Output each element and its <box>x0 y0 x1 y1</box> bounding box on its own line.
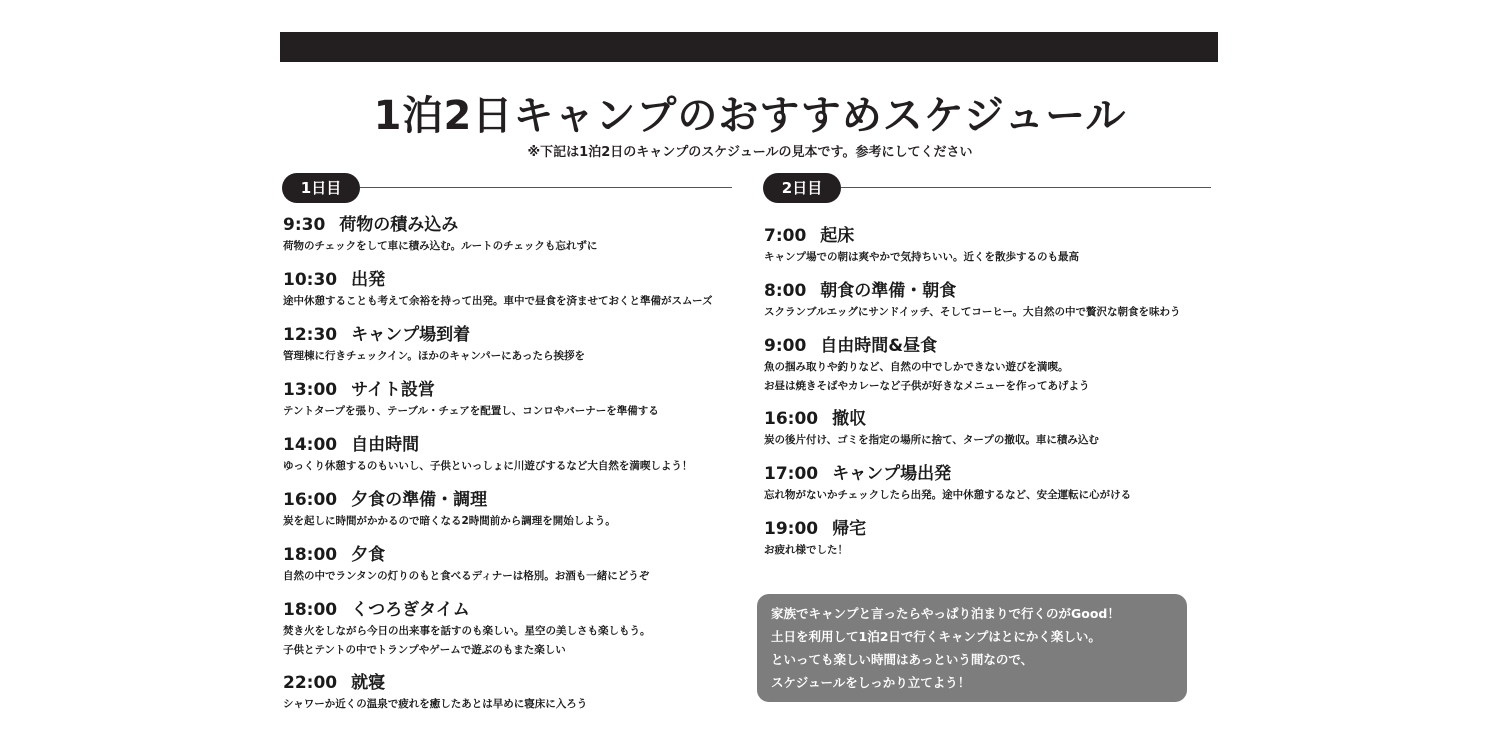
schedule-entry <box>764 280 1181 321</box>
day1-divider <box>360 187 732 188</box>
entry-title: 朝食の準備・朝食 <box>820 281 957 301</box>
entry-time: 18:00 <box>283 545 338 565</box>
entry-title: 夕食 <box>351 545 386 565</box>
schedule-entry <box>283 434 692 475</box>
entry-time: 10:30 <box>283 270 338 290</box>
entry-description: 自然の中でランタンの灯りのもと食べるディナーは格別。お酒も一緒にどうぞ <box>283 570 650 582</box>
note-line: 土日を利用して1泊2日で行くキャンプはとにかく楽しい。 <box>771 629 1101 644</box>
entry-heading <box>764 463 1131 485</box>
day2-label: 2日目 <box>763 173 841 203</box>
entry-description: 焚き火をしながら今日の出来事を話すのも楽しい。星空の美しさも楽しもう。 <box>283 625 651 637</box>
entry-description: シャワーか近くの温泉で疲れを癒したあとは早めに寝床に入ろう <box>283 698 588 710</box>
schedule-entry <box>764 335 1090 395</box>
note-line: スケジュールをしっかり立てよう！ <box>771 675 971 690</box>
entry-heading <box>283 434 692 456</box>
page-title: 1泊2日キャンプのおすすめスケジュール <box>373 93 1127 139</box>
page-subtitle: ※下記は1泊2日のキャンプのスケジュールの見本です。参考にしてください <box>527 145 973 160</box>
schedule-entry <box>283 214 597 255</box>
entry-description: お疲れ様でした！ <box>764 544 848 556</box>
schedule-entry <box>283 672 587 713</box>
entry-title: 自由時間 <box>351 435 420 455</box>
entry-description: 管理棟に行きチェックイン。ほかのキャンパーにあったら挨拶を <box>283 350 585 362</box>
entry-description: スクランブルエッグにサンドイッチ、そしてコーヒー。大自然の中で贅沢な朝食を味わう <box>764 306 1181 318</box>
entry-title: サイト設営 <box>351 380 435 400</box>
note-line: といっても楽しい時間はあっという間なので、 <box>771 652 1034 667</box>
entry-title: キャンプ場出発 <box>832 464 952 484</box>
entry-title: くつろぎタイム <box>351 600 470 620</box>
entry-title: 撤収 <box>832 409 867 429</box>
entry-time: 17:00 <box>764 464 819 484</box>
entry-description: 忘れ物がないかチェックしたら出発。途中休憩するなど、安全運転に心がける <box>764 489 1132 501</box>
entry-title: 出発 <box>351 270 386 290</box>
entry-time: 18:00 <box>283 600 338 620</box>
entry-heading <box>764 408 1099 430</box>
day2-header <box>763 173 1211 203</box>
schedule-entry <box>283 544 649 585</box>
top-banner-bar <box>280 32 1218 62</box>
entry-time: 16:00 <box>283 490 338 510</box>
entry-description: お昼は焼きそばやカレーなど子供が好きなメニューを作ってあげよう <box>764 380 1090 392</box>
entry-heading <box>283 269 712 291</box>
schedule-entry <box>283 379 659 420</box>
schedule-entry <box>764 463 1131 504</box>
entry-time: 7:00 <box>764 226 807 246</box>
entry-description: 炭の後片付け、ゴミを指定の場所に捨て、タープの撤収。車に積み込む <box>764 434 1099 446</box>
entry-heading <box>283 214 597 236</box>
entry-description: テントタープを張り、テーブル・チェアを配置し、コンロやバーナーを準備する <box>283 405 659 417</box>
advice-note-box <box>757 594 1187 702</box>
entry-description: 荷物のチェックをして車に積み込む。ルートのチェックも忘れずに <box>283 240 598 252</box>
entry-title: 帰宅 <box>832 519 867 539</box>
entry-heading <box>283 599 651 621</box>
entry-description: 炭を起しに時間がかかるので暗くなる2時間前から調理を開始しよう。 <box>283 515 616 527</box>
entry-description: 途中休憩することも考えて余裕を持って出発。車中で昼食を済ませておくと準備がスムーズ <box>283 295 713 307</box>
entry-heading <box>283 672 587 694</box>
entry-title: 荷物の積み込み <box>339 215 459 235</box>
schedule-entry <box>764 225 1079 266</box>
entry-time: 9:00 <box>764 336 807 356</box>
entry-time: 9:30 <box>283 215 326 235</box>
entry-heading <box>283 324 585 346</box>
entry-description: 魚の掴み取りや釣りなど、自然の中でしかできない遊びを満喫。 <box>764 361 1069 373</box>
schedule-entry <box>283 324 585 365</box>
entry-title: 起床 <box>820 226 855 246</box>
entry-heading <box>283 489 616 511</box>
entry-time: 14:00 <box>283 435 338 455</box>
entry-heading <box>764 335 1090 357</box>
entry-time: 19:00 <box>764 519 819 539</box>
entry-heading <box>764 225 1079 247</box>
entry-time: 13:00 <box>283 380 338 400</box>
entry-description: 子供とテントの中でトランプやゲームで遊ぶのもまた楽しい <box>283 644 566 656</box>
entry-title: 夕食の準備・調理 <box>351 490 488 510</box>
entry-heading <box>283 379 659 401</box>
schedule-entry <box>283 489 616 530</box>
day1-header <box>282 173 732 203</box>
entry-title: 就寝 <box>351 673 386 693</box>
entry-time: 22:00 <box>283 673 338 693</box>
entry-heading <box>764 280 1181 302</box>
schedule-entry <box>283 599 651 659</box>
note-line: 家族でキャンプと言ったらやっぱり泊まりで行くのがGood！ <box>771 606 1120 621</box>
entry-description: ゆっくり休憩するのもいいし、子供といっしょに川遊びするなど大自然を満喫しよう！ <box>283 460 693 472</box>
entry-description: キャンプ場での朝は爽やかで気持ちいい。近くを散歩するのも最高 <box>764 251 1079 263</box>
day2-divider <box>841 187 1211 188</box>
entry-heading <box>283 544 649 566</box>
schedule-entry <box>283 269 712 310</box>
entry-time: 12:30 <box>283 325 338 345</box>
schedule-entry <box>764 518 866 559</box>
entry-title: キャンプ場到着 <box>351 325 471 345</box>
schedule-entry <box>764 408 1099 449</box>
entry-heading <box>764 518 866 540</box>
entry-title: 自由時間&昼食 <box>820 336 938 356</box>
entry-time: 8:00 <box>764 281 807 301</box>
day1-label: 1日目 <box>282 173 360 203</box>
entry-time: 16:00 <box>764 409 819 429</box>
